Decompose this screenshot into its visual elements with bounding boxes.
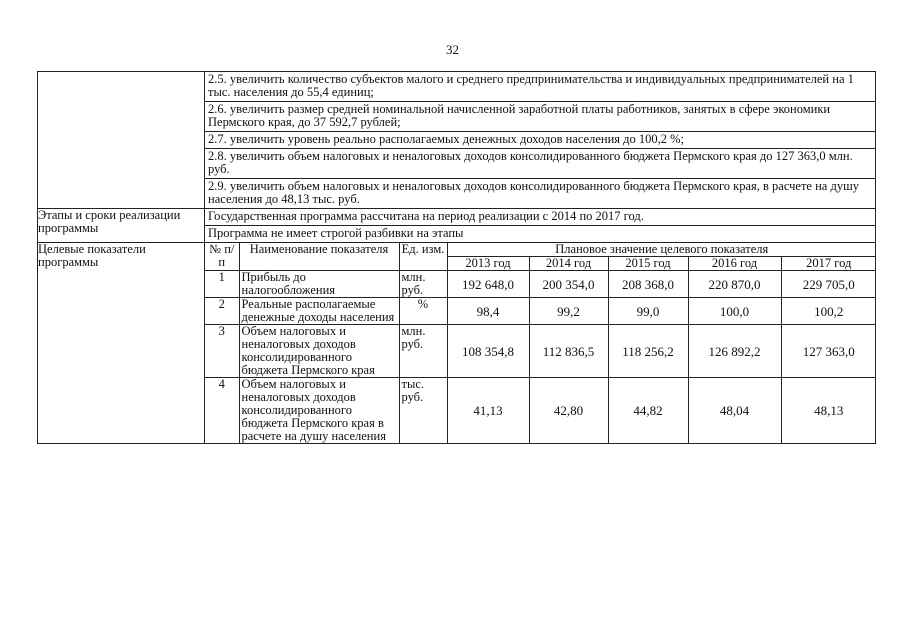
indicators-cell	[205, 243, 876, 444]
goal-item: 2.6. увеличить размер средней номинальной начисленной заработной платы работников, занятых в сфере экономики Пермского края, до 37 592,7 рублей;	[205, 101, 875, 131]
header-planned: Плановое значение целевого показателя	[447, 243, 876, 257]
row-unit: %	[399, 298, 447, 325]
goals-list	[205, 72, 876, 209]
stages-label: Этапы и сроки реализации программы	[38, 209, 205, 243]
row-value: 98,4	[447, 298, 529, 325]
row-value: 42,80	[529, 378, 608, 444]
row-value: 99,0	[608, 298, 688, 325]
indicators-label: Целевые показатели программы	[38, 243, 205, 444]
header-unit: Ед. изм.	[399, 243, 447, 271]
row-value: 108 354,8	[447, 325, 529, 378]
year-header: 2015 год	[608, 257, 688, 271]
goal-item: 2.9. увеличить объем налоговых и неналоговых доходов консолидированного бюджета Пермского края, в расчете на душу населения до 48,13 тыс. руб.	[205, 178, 875, 208]
goal-item: 2.5. увеличить количество субъектов малого и среднего предпринимательства и индивидуальных предпринимателей на 1 тыс. населения до 55,4 единиц;	[208, 72, 854, 99]
table-row	[205, 271, 876, 298]
stages-content	[205, 209, 876, 243]
header-row	[205, 243, 876, 257]
row-value: 112 836,5	[529, 325, 608, 378]
row-value: 200 354,0	[529, 271, 608, 298]
row-value: 44,82	[608, 378, 688, 444]
program-passport-table	[37, 71, 876, 444]
header-name: Наименование показателя	[239, 243, 399, 271]
row-value: 41,13	[447, 378, 529, 444]
row-value: 100,2	[781, 298, 876, 325]
year-header: 2013 год	[447, 257, 529, 271]
row-unit: млн. руб.	[399, 271, 447, 298]
row-unit: млн. руб.	[399, 325, 447, 378]
row-value: 48,04	[688, 378, 781, 444]
row-value: 48,13	[781, 378, 876, 444]
stages-line: Государственная программа рассчитана на период реализации с 2014 по 2017 год.	[208, 209, 644, 223]
row-value: 126 892,2	[688, 325, 781, 378]
row-value: 208 368,0	[608, 271, 688, 298]
row-value: 192 648,0	[447, 271, 529, 298]
table-row	[205, 298, 876, 325]
row-num: 1	[205, 271, 239, 298]
goals-label-cell	[38, 72, 205, 209]
row-num: 4	[205, 378, 239, 444]
row-value: 100,0	[688, 298, 781, 325]
stages-line: Программа не имеет строгой разбивки на этапы	[205, 225, 875, 242]
table-row	[205, 378, 876, 444]
row-num: 3	[205, 325, 239, 378]
row-value: 118 256,2	[608, 325, 688, 378]
table-row	[205, 325, 876, 378]
year-header: 2017 год	[781, 257, 876, 271]
goals-row	[38, 72, 876, 209]
row-value: 220 870,0	[688, 271, 781, 298]
row-value: 229 705,0	[781, 271, 876, 298]
year-header: 2016 год	[688, 257, 781, 271]
stages-row	[38, 209, 876, 243]
indicators-row	[38, 243, 876, 444]
goal-item: 2.7. увеличить уровень реально располагаемых денежных доходов населения до 100,2 %;	[205, 131, 875, 148]
row-name: Объем налоговых и неналоговых доходов консолидированного бюджета Пермского края в расчете на душу населения	[239, 378, 399, 444]
row-name: Прибыль до налогообложения	[239, 271, 399, 298]
row-unit: тыс. руб.	[399, 378, 447, 444]
row-value: 99,2	[529, 298, 608, 325]
row-name: Объем налоговых и неналоговых доходов консолидированного бюджета Пермского края	[239, 325, 399, 378]
row-value: 127 363,0	[781, 325, 876, 378]
row-num: 2	[205, 298, 239, 325]
indicators-table	[205, 243, 876, 443]
year-header: 2014 год	[529, 257, 608, 271]
header-num: № п/п	[205, 243, 239, 271]
page-number: 32	[446, 42, 459, 57]
goal-item: 2.8. увеличить объем налоговых и неналоговых доходов консолидированного бюджета Пермского края до 127 363,0 млн. руб.	[205, 148, 875, 178]
row-name: Реальные располагаемые денежные доходы населения	[239, 298, 399, 325]
